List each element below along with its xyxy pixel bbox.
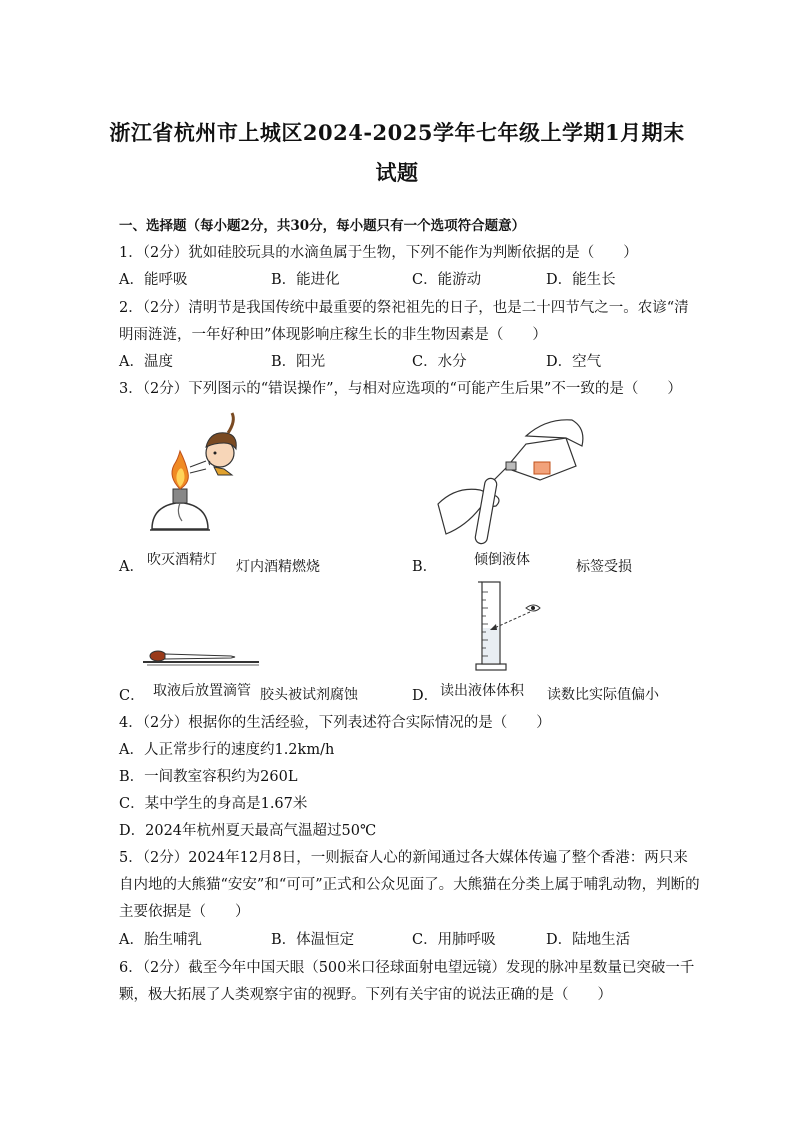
graduated-cylinder-figure bbox=[470, 578, 550, 674]
q3-option-d-letter: D． bbox=[412, 688, 439, 704]
q3-option-c-letter: C． bbox=[119, 688, 145, 704]
q1-option-b: B．能进化 bbox=[271, 272, 340, 288]
q3-option-d-operation: 读出液体体积 bbox=[440, 683, 524, 699]
q1-option-c: C．能游动 bbox=[412, 272, 482, 288]
q2-option-d: D．空气 bbox=[546, 354, 602, 370]
q5-option-d: D．陆地生活 bbox=[546, 932, 631, 948]
q3-option-a-operation: 吹灭酒精灯 bbox=[147, 552, 217, 568]
q4-option-c: C．某中学生的身高是1.67米 bbox=[119, 796, 308, 812]
q5-option-a: A．胎生哺乳 bbox=[119, 932, 202, 948]
q3-stem: 3．（2分）下列图示的“错误操作”，与相对应选项的“可能产生后果”不一致的是（ ） bbox=[119, 381, 682, 397]
q5-stem-line1: 5．（2分）2024年12月8日，一则振奋人心的新闻通过各大媒体传遍了整个香港：两只来 bbox=[119, 850, 688, 866]
q4-option-b: B．一间教室容积约为260L bbox=[119, 769, 298, 785]
q3-option-b-consequence: 标签受损 bbox=[576, 559, 632, 575]
section-header: 一、选择题（每小题2分，共30分，每小题只有一个选项符合题意） bbox=[119, 218, 526, 234]
exam-title-line2: 试题 bbox=[375, 160, 419, 185]
q5-option-c: C．用肺呼吸 bbox=[412, 932, 496, 948]
q1-stem: 1．（2分）犹如硅胶玩具的水滴鱼属于生物，下列不能作为判断依据的是（ ） bbox=[119, 245, 638, 261]
q3-option-b-letter: B． bbox=[412, 559, 438, 575]
q3-option-c-operation: 取液后放置滴管 bbox=[153, 683, 251, 699]
q2-option-a: A．温度 bbox=[119, 354, 173, 370]
q4-stem: 4．（2分）根据你的生活经验，下列表述符合实际情况的是（ ） bbox=[119, 715, 551, 731]
q6-stem-line1: 6．（2分）截至今年中国天眼（500米口径球面射电望远镜）发现的脉冲星数量已突破一千 bbox=[119, 960, 695, 976]
q3-option-c-consequence: 胶头被试剂腐蚀 bbox=[260, 687, 358, 703]
exam-title-line1: 浙江省杭州市上城区2024-2025学年七年级上学期1月期末 bbox=[109, 120, 685, 145]
q4-option-a: A．人正常步行的速度约1.2km/h bbox=[119, 742, 335, 758]
blow-out-alcohol-lamp-figure bbox=[140, 403, 240, 543]
q5-option-b: B．体温恒定 bbox=[271, 932, 355, 948]
q5-stem-line3: 主要依据是（ ） bbox=[119, 904, 250, 920]
q3-option-d-consequence: 读数比实际值偏小 bbox=[547, 687, 659, 703]
q1-option-d: D．能生长 bbox=[546, 272, 616, 288]
q2-stem-line1: 2．（2分）清明节是我国传统中最重要的祭祀祖先的日子，也是二十四节气之一。农谚“清 bbox=[119, 300, 689, 316]
q2-stem-line2: 明雨涟涟，一年好种田”体现影响庄稼生长的非生物因素是（ ） bbox=[119, 327, 547, 343]
q1-option-a: A．能呼吸 bbox=[119, 272, 188, 288]
q2-option-b: B．阳光 bbox=[271, 354, 326, 370]
q4-option-d: D．2024年杭州夏天最高气温超过50℃ bbox=[119, 823, 377, 839]
dropper-on-table-figure bbox=[143, 640, 263, 670]
q3-option-a-consequence: 灯内酒精燃烧 bbox=[236, 559, 320, 575]
q6-stem-line2: 颗，极大拓展了人类观察宇宙的视野。下列有关宇宙的说法正确的是（ ） bbox=[119, 987, 612, 1003]
q3-option-a-letter: A． bbox=[119, 559, 144, 575]
pouring-liquid-figure bbox=[436, 416, 586, 551]
q5-stem-line2: 自内地的大熊猫“安安”和“可可”正式和公众见面了。大熊猫在分类上属于哺乳动物，判断的 bbox=[119, 877, 700, 893]
q3-option-b-operation: 倾倒液体 bbox=[474, 552, 530, 568]
q2-option-c: C．水分 bbox=[412, 354, 467, 370]
